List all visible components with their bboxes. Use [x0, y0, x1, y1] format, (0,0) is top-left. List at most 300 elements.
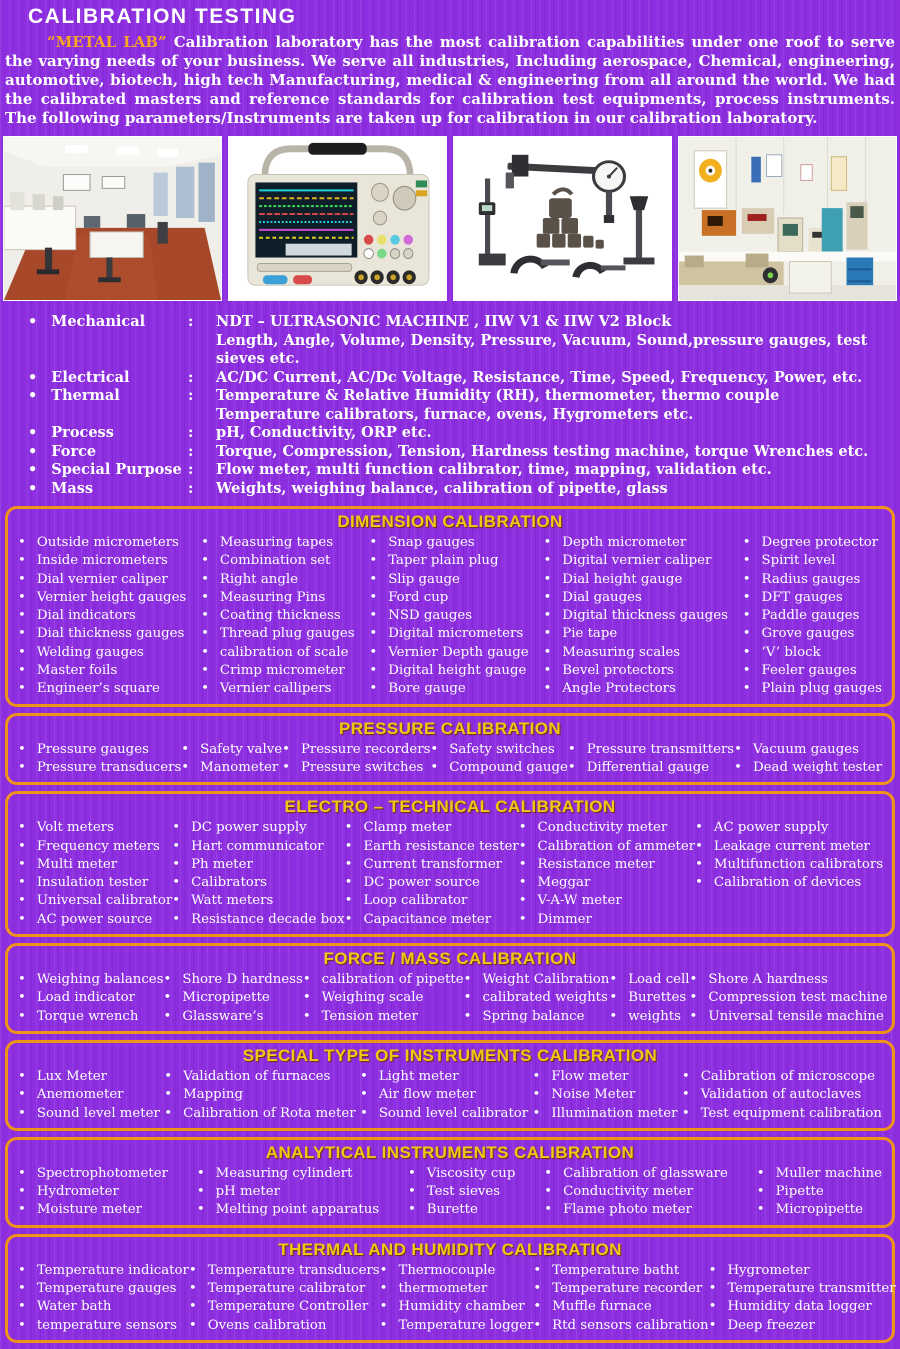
bullet-icon: •: [734, 759, 742, 775]
section-column: [743, 534, 882, 699]
bullet-icon: •: [567, 741, 576, 757]
list-item: [18, 1008, 164, 1026]
bullet-icon: •: [518, 838, 527, 854]
bullet-icon: •: [742, 681, 751, 697]
bullet-icon: •: [742, 553, 751, 569]
bullet-icon: •: [164, 1087, 173, 1103]
list-item-label: Lux Meter: [36, 1068, 108, 1084]
list-item-label: Flow meter: [551, 1068, 629, 1084]
parameter-value-line: Temperature calibrators, furnace, ovens, Hygrometers etc.: [216, 405, 694, 423]
bullet-icon: •: [609, 1008, 618, 1024]
bullet-icon: •: [282, 759, 290, 775]
bullet-icon: •: [344, 856, 353, 872]
list-item-label: Master foils: [36, 663, 118, 679]
bullet-icon: •: [196, 1202, 205, 1218]
list-item: [164, 1068, 355, 1086]
list-item-label: AC power source: [36, 911, 153, 927]
bullet-icon: •: [518, 820, 527, 836]
bullet-icon: •: [18, 759, 26, 775]
bullet-icon: •: [379, 1317, 388, 1333]
parameter-value: [216, 313, 900, 369]
list-item: [609, 989, 689, 1007]
list-item: [18, 971, 164, 989]
list-item: [18, 1105, 160, 1123]
bullet-icon: •: [742, 608, 751, 624]
bullet-icon: •: [302, 972, 311, 988]
bullet-icon: •: [689, 972, 698, 988]
list-item: [345, 874, 519, 892]
list-item-label: Ovens calibration: [207, 1317, 327, 1333]
list-item: [543, 571, 727, 589]
section-column: [369, 534, 528, 699]
bullet-icon: •: [379, 1262, 388, 1278]
list-item-label: Digital height gauge: [388, 663, 527, 679]
list-item-label: Paddle gauges: [761, 608, 860, 624]
parameter-name: Electrical: [51, 368, 130, 386]
bullet-icon: •: [196, 1165, 205, 1181]
parameter-value-line: Flow meter, multi function calibrator, time, mapping, validation etc.: [216, 461, 772, 478]
section-analytical-instruments-calibration: [5, 1137, 895, 1228]
bullet-icon: •: [188, 1262, 197, 1278]
bullet-icon: •: [708, 1262, 717, 1278]
list-item-label: Weight Calibration: [482, 972, 610, 988]
section-column: [533, 1262, 708, 1335]
brand-name: “METAL LAB”: [47, 33, 167, 51]
bullet-icon: •: [430, 759, 439, 775]
bullet-icon: •: [18, 856, 26, 872]
list-item-label: Conductivity meter: [537, 820, 668, 836]
bullet-icon: •: [369, 553, 378, 569]
section-column: [18, 1068, 160, 1123]
list-item: [18, 552, 186, 570]
bullet-icon: •: [742, 626, 751, 642]
list-item: [533, 1317, 708, 1335]
list-item: [695, 838, 883, 856]
section-title-analytical-instruments-calibration: ANALYTICAL INSTRUMENTS CALIBRATION: [265, 1142, 635, 1162]
section-title-dimension-calibration: DIMENSION CALIBRATION: [337, 512, 563, 531]
list-item: [172, 856, 344, 874]
bullet-icon: •: [18, 589, 26, 605]
list-item: [18, 989, 164, 1007]
list-item-label: Crimp micrometer: [219, 663, 345, 679]
list-item-label: Thermocouple: [398, 1262, 496, 1278]
list-item: [519, 911, 695, 929]
section-title-special-type-of-instruments-calibration: SPECIAL TYPE OF INSTRUMENTS CALIBRATION: [242, 1045, 658, 1065]
list-item: [380, 1298, 534, 1316]
list-item: [533, 1086, 678, 1104]
list-item-label: Pressure transducers: [36, 759, 182, 775]
bullet-icon: •: [201, 644, 209, 660]
list-item-label: Pressure transmitters: [586, 741, 735, 757]
list-item-label: Humidity chamber: [398, 1299, 525, 1315]
bullet-icon: •: [544, 1165, 553, 1181]
list-item: [544, 1183, 728, 1201]
bullet-icon: •: [533, 1281, 542, 1297]
list-item: [189, 1280, 380, 1298]
list-item-label: Dial height gauge: [562, 571, 683, 587]
bullet-icon: •: [430, 741, 439, 757]
list-item-label: Coating thickness: [219, 608, 341, 624]
bullet-icon: •: [28, 442, 38, 460]
parameter-name: Mechanical: [51, 313, 146, 330]
bullet-icon: •: [463, 990, 472, 1006]
list-item: [172, 911, 344, 929]
list-item-label: Insulation tester: [36, 875, 149, 891]
list-item-label: Digital thickness gauges: [562, 608, 728, 624]
list-item: [172, 892, 344, 910]
bullet-icon: •: [742, 589, 751, 605]
bullet-icon: •: [463, 1008, 472, 1024]
bullet-icon: •: [201, 535, 209, 550]
list-item-label: Glassware’s: [182, 1008, 264, 1024]
section-columns: [18, 534, 882, 699]
list-item-label: Test equipment calibration: [700, 1105, 882, 1121]
list-item-label: Dial gauges: [562, 589, 642, 605]
bullet-icon: •: [681, 1087, 690, 1103]
bullet-icon: •: [18, 626, 26, 642]
bullet-icon: •: [201, 589, 209, 605]
bullet-icon: •: [172, 893, 181, 909]
list-item-label: Pressure recorders: [300, 741, 431, 757]
section-column: [189, 1262, 380, 1335]
list-item: [757, 1201, 882, 1219]
section-column: [544, 1165, 728, 1220]
list-item-label: Muller machine: [775, 1165, 882, 1181]
parameter-name: Thermal: [51, 387, 120, 404]
bullet-icon: •: [18, 972, 26, 988]
section-column: [408, 1165, 515, 1220]
list-item: [369, 571, 528, 589]
list-item: [18, 1183, 168, 1201]
section-column: [18, 971, 164, 1026]
bullet-icon: •: [18, 1202, 26, 1218]
bullet-icon: •: [188, 1281, 197, 1297]
parameter-value-line: Temperature & Relative Humidity (RH), thermometer, thermo couple: [216, 387, 780, 404]
list-item: [172, 838, 344, 856]
section-column: [543, 534, 727, 699]
list-item-label: Measuring tapes: [219, 535, 334, 550]
bullet-icon: •: [708, 1317, 717, 1333]
list-item: [18, 589, 186, 607]
list-item: [369, 552, 528, 570]
list-item: [303, 989, 464, 1007]
section-column: [18, 1165, 168, 1220]
parameter-value: [216, 387, 900, 424]
bullet-icon: •: [18, 553, 26, 569]
bullet-icon: •: [18, 990, 26, 1006]
list-item: [18, 1201, 168, 1219]
list-item: [18, 1298, 189, 1316]
list-item: [533, 1068, 678, 1086]
bullet-icon: •: [18, 1087, 26, 1103]
list-item: [18, 625, 186, 643]
section-special-type-of-instruments-calibration: [5, 1040, 895, 1131]
list-item-label: Muffle furnace: [552, 1299, 652, 1315]
list-item: [464, 971, 610, 989]
list-item-label: Spring balance: [482, 1008, 585, 1024]
list-item-label: Tension meter: [321, 1008, 418, 1024]
list-item-label: Spirit level: [761, 553, 836, 569]
list-item: [682, 1068, 882, 1086]
section-column: [360, 1068, 528, 1123]
list-item-label: Combination set: [219, 553, 331, 569]
list-item-label: Melting point apparatus: [215, 1202, 380, 1218]
list-item: [682, 1105, 882, 1123]
list-item-label: Test sieves: [426, 1184, 501, 1200]
section-column: [197, 1165, 379, 1220]
section-column: [690, 971, 888, 1026]
bullet-icon: •: [18, 571, 26, 587]
list-item: [189, 1317, 380, 1335]
list-item: [519, 856, 695, 874]
list-item: [743, 644, 882, 662]
list-item: [18, 1068, 160, 1086]
list-item: [568, 741, 734, 759]
list-item: [18, 662, 186, 680]
parameter-colon: :: [188, 442, 194, 460]
section-column: [734, 741, 882, 778]
list-item: [18, 1165, 168, 1183]
list-item-label: Ph meter: [191, 856, 253, 872]
bullet-icon: •: [695, 856, 703, 872]
bullet-icon: •: [18, 1281, 26, 1297]
list-item-label: Spectrophotometer: [36, 1165, 168, 1181]
list-item: [181, 759, 282, 777]
list-item: [369, 534, 528, 552]
section-column: [18, 819, 172, 929]
list-item-label: Clamp meter: [363, 820, 452, 836]
bullet-icon: •: [543, 571, 552, 587]
section-title-force-mass-calibration: FORCE / MASS CALIBRATION: [323, 949, 577, 969]
list-item: [181, 741, 282, 759]
list-item-label: Vernier Depth gauge: [388, 644, 529, 660]
bullet-icon: •: [18, 741, 26, 757]
list-item: [197, 1165, 379, 1183]
list-item-label: Frequency meters: [36, 838, 160, 854]
list-item: [543, 680, 727, 698]
list-item-label: Meggar: [537, 875, 591, 891]
list-item-label: Bore gauge: [388, 681, 466, 697]
section-columns: [18, 1165, 882, 1220]
list-item: [164, 1105, 355, 1123]
list-item-label: Current transformer: [363, 856, 503, 872]
bullet-icon: •: [181, 741, 190, 757]
list-item: [543, 607, 727, 625]
section-pressure-calibration: [5, 713, 895, 786]
list-item: [380, 1317, 534, 1335]
page-title: CALIBRATION TESTING: [28, 5, 297, 28]
list-item-label: Light meter: [378, 1068, 459, 1084]
list-item: [345, 838, 519, 856]
list-item: [18, 819, 172, 837]
list-item-label: DFT gauges: [761, 589, 843, 605]
list-item-label: Calibration of microscope: [700, 1068, 875, 1084]
list-item: [282, 759, 430, 777]
list-item: [430, 759, 567, 777]
list-item: [682, 1086, 882, 1104]
list-item: [369, 644, 528, 662]
list-item-label: Capacitance meter: [363, 911, 492, 927]
list-item-label: Safety switches: [449, 741, 555, 757]
section-column: [164, 1068, 355, 1123]
list-item: [743, 552, 882, 570]
bullet-icon: •: [18, 911, 26, 927]
parameter-row: [0, 387, 900, 424]
list-item: [380, 1262, 534, 1280]
list-item: [543, 662, 727, 680]
section-columns: [18, 1262, 896, 1335]
list-item: [690, 1008, 888, 1026]
list-item-label: Micropipette: [775, 1202, 863, 1218]
bullet-icon: •: [463, 972, 472, 988]
list-item-label: Feeler gauges: [761, 663, 857, 679]
bullet-icon: •: [164, 1068, 173, 1084]
bullet-icon: •: [196, 1184, 205, 1200]
bullet-icon: •: [18, 644, 26, 660]
list-item: [695, 819, 883, 837]
list-item-label: Pipette: [775, 1184, 824, 1200]
bullet-icon: •: [172, 911, 181, 927]
list-item-label: thermometer: [398, 1281, 488, 1297]
list-item: [519, 819, 695, 837]
section-column: [533, 1068, 678, 1123]
bullet-icon: •: [18, 1317, 26, 1333]
list-item: [201, 552, 354, 570]
list-item: [709, 1262, 896, 1280]
list-item: [18, 892, 172, 910]
list-item: [734, 741, 882, 759]
list-item: [464, 1008, 610, 1026]
list-item-label: Temperature Controller: [207, 1299, 369, 1315]
list-item: [201, 625, 354, 643]
list-item-label: Conductivity meter: [563, 1184, 693, 1200]
list-item-label: Sound level calibrator: [378, 1105, 529, 1121]
bullet-icon: •: [369, 535, 378, 550]
section-columns: [18, 741, 882, 778]
list-item-label: Inside micrometers: [36, 553, 168, 569]
parameter-value-line: Torque, Compression, Tension, Hardness testing machine, torque Wrenches etc.: [216, 442, 869, 460]
list-item-label: temperature sensors: [36, 1317, 177, 1333]
list-item: [164, 989, 303, 1007]
intro-paragraph: [5, 33, 895, 128]
bullet-icon: •: [543, 553, 552, 569]
list-item: [743, 589, 882, 607]
bullet-icon: •: [28, 479, 38, 497]
list-item: [408, 1183, 515, 1201]
list-item: [201, 644, 354, 662]
section-columns: [18, 819, 882, 929]
bullet-icon: •: [369, 589, 378, 605]
bullet-icon: •: [518, 911, 527, 927]
parameter-label: [28, 424, 188, 443]
list-item-label: Calibration of Rota meter: [183, 1105, 356, 1121]
list-item: [201, 680, 354, 698]
section-column: [609, 971, 689, 1026]
list-item: [360, 1086, 528, 1104]
list-item-label: Micropipette: [182, 990, 270, 1006]
parameter-row: [0, 443, 900, 462]
section-column: [464, 971, 610, 1026]
bullet-icon: •: [407, 1165, 416, 1181]
parameter-row: [0, 313, 900, 369]
bullet-icon: •: [369, 608, 378, 624]
list-item-label: Hydrometer: [36, 1184, 119, 1200]
bullet-icon: •: [742, 535, 751, 550]
section-title-thermal-and-humidity-calibration: THERMAL AND HUMIDITY CALIBRATION: [278, 1239, 622, 1259]
parameter-row: [0, 369, 900, 388]
list-item-label: Right angle: [219, 571, 298, 587]
list-item-label: Flame photo meter: [563, 1202, 692, 1218]
list-item: [360, 1068, 528, 1086]
bullet-icon: •: [369, 571, 378, 587]
list-item-label: Universal calibrator: [36, 893, 173, 909]
bullet-icon: •: [543, 626, 552, 642]
parameter-value-line: pH, Conductivity, ORP etc.: [216, 424, 432, 441]
bullet-icon: •: [359, 1087, 368, 1103]
list-item: [743, 534, 882, 552]
bullet-icon: •: [344, 820, 353, 836]
bullet-icon: •: [681, 1105, 690, 1121]
parameter-row: [0, 424, 900, 443]
list-item-label: calibration of pipette: [321, 972, 464, 988]
list-item-label: Measuring scales: [562, 644, 681, 660]
list-item-label: Dimmer: [537, 911, 592, 927]
list-item: [734, 759, 882, 777]
bullet-icon: •: [18, 663, 26, 679]
list-item-label: Mapping: [183, 1087, 243, 1103]
list-item-label: Pressure switches: [300, 759, 424, 775]
parameters-list: [0, 313, 900, 498]
lab-room-illustration: [4, 137, 221, 300]
parameter-value: [216, 443, 900, 462]
list-item: [18, 874, 172, 892]
bullet-icon: •: [544, 1184, 553, 1200]
list-item-label: Differential gauge: [586, 759, 710, 775]
list-item-label: Vernier callipers: [219, 681, 332, 697]
bullet-icon: •: [164, 1105, 173, 1121]
list-item: [543, 552, 727, 570]
list-item-label: Dial indicators: [36, 608, 136, 624]
section-dimension-calibration: [5, 506, 895, 707]
list-item: [18, 571, 186, 589]
list-item: [345, 911, 519, 929]
bullet-icon: •: [18, 820, 26, 836]
list-item-label: Weighing scale: [321, 990, 424, 1006]
bullet-icon: •: [695, 820, 703, 836]
section-column: [18, 741, 181, 778]
instruments-illustration: [454, 137, 671, 300]
section-column: [201, 534, 354, 699]
list-item: [568, 759, 734, 777]
list-item: [543, 625, 727, 643]
parameter-colon: :: [188, 313, 194, 330]
list-item: [757, 1165, 882, 1183]
section-column: [695, 819, 883, 929]
list-item-label: Calibration of glassware: [563, 1165, 728, 1181]
bullet-icon: •: [543, 589, 552, 605]
list-item-label: weights: [628, 1008, 681, 1024]
list-item-label: V-A-W meter: [537, 893, 622, 909]
list-item-label: calibration of scale: [219, 644, 349, 660]
bullet-icon: •: [201, 663, 209, 679]
list-item-label: Humidity data logger: [727, 1299, 872, 1315]
list-item-label: DC power supply: [191, 820, 307, 836]
list-item: [164, 1008, 303, 1026]
list-item: [757, 1183, 882, 1201]
section-column: [18, 534, 186, 699]
bullet-icon: •: [734, 741, 742, 757]
list-item: [369, 625, 528, 643]
